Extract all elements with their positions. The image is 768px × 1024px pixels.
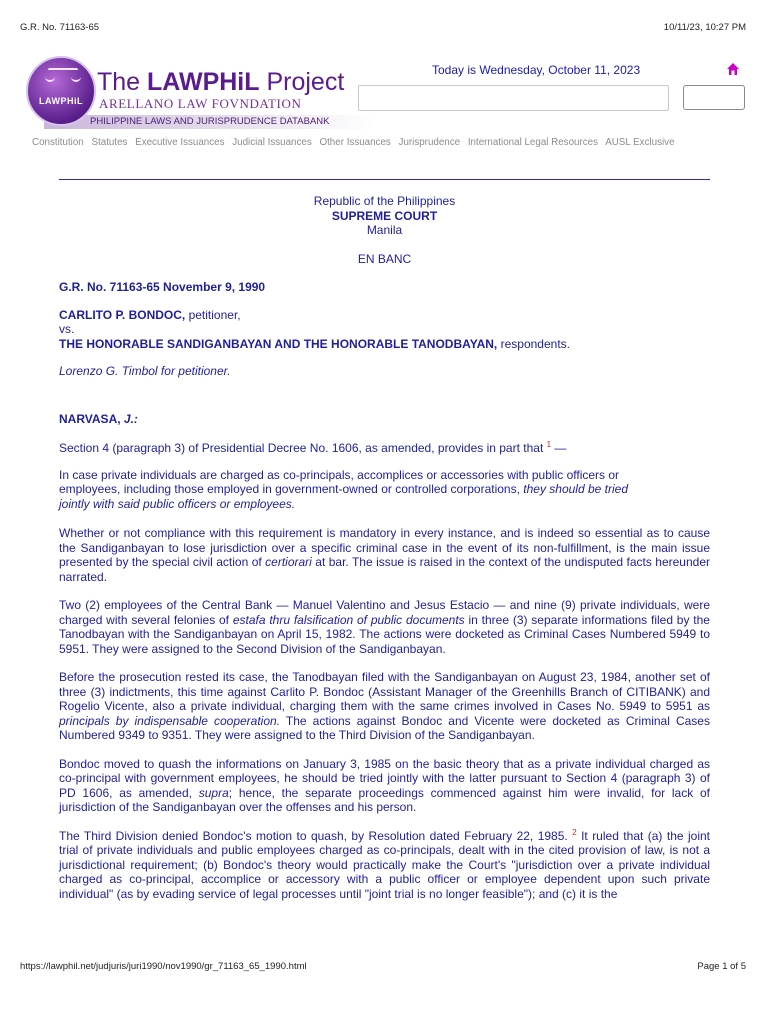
ponente-title: J.: [123, 411, 138, 426]
block-quote [59, 468, 638, 512]
ponente-line [59, 412, 710, 427]
petitioner-role: petitioner, [185, 307, 241, 322]
nav-international-legal-resources[interactable]: International Legal Resources [467, 137, 598, 148]
respondents-role: respondents. [497, 336, 570, 351]
paragraph-6-end: It ruled that (a) the joint trial of private individuals and public employees charged as co-principals, dealt with in the cited provision of law, is not a jurisdictional requirement; (b) Bondoc's theory would practically make the Court's "jurisdiction over a private individual charged as co-principal, accomplice or accessory with a public officer or employee dependent upon such private individual" (as by evading service of legal processes until "joint trial is no longer feasible"); and (c) it is the [59, 828, 711, 901]
site-subtitle: ARELLANO LAW FOVNDATION [99, 96, 302, 111]
counsel-line: Lorenzo G. Timbol for petitioner. [59, 364, 231, 378]
print-footer-page: Page 1 of 5 [697, 961, 746, 972]
case-number: G.R. No. 71163-65 November 9, 1990 [59, 280, 266, 294]
footnote-link-2[interactable]: 2 [572, 827, 577, 837]
versus: vs. [59, 322, 75, 336]
paragraph-4-end: The actions against Bondoc and Vicente were docketed as Criminal Cases Numbered 9349 to 9351. They were assigned to the Third Division of the Sandiganbayan. [59, 713, 710, 742]
respondents-line [59, 337, 710, 352]
paragraph-6-text: The Third Division denied Bondoc's motion to quash, by Resolution dated February 22, 1985. [59, 828, 573, 843]
nav-executive-issuances[interactable]: Executive Issuances [135, 137, 225, 148]
paragraph-4-italic: principals by indispensable cooperation. [59, 713, 281, 728]
paragraph-3-italic: estafa thru falsification of public documents [232, 612, 465, 627]
lawphil-logo[interactable] [26, 56, 96, 126]
print-header-datetime: 10/11/23, 10:27 PM [663, 22, 746, 33]
paragraph-3-text: Two (2) employees of the Central Bank — Manuel Valentino and Jesus Estacio — and nine (9) private individuals, were charged with several felonies of [59, 598, 710, 627]
paragraph-1 [59, 441, 710, 456]
search-input[interactable] [358, 85, 669, 111]
paragraph-2-italic: certiorari [265, 555, 312, 569]
paragraph-2-text: Whether or not compliance with this requirement is mandatory in every instance, and is indeed so essential as to cause the Sandiganbayan to lose jurisdiction over a specific criminal case in the event of its non-fulfillment, is the main issue presented by the special civil action of [59, 526, 710, 569]
paragraph-5 [59, 757, 710, 815]
print-footer [20, 961, 746, 972]
respondents-name: THE HONORABLE SANDIGANBAYAN AND THE HONORABLE TANODBAYAN, [59, 336, 498, 351]
paragraph-1-text: Section 4 (paragraph 3) of Presidential Decree No. 1606, as amended, provides in part that [59, 441, 547, 455]
print-header-title: G.R. No. 71163-65 [20, 22, 100, 33]
print-footer-url: https://lawphil.net/judjuris/juri1990/nov1990/gr_71163_65_1990.html [20, 961, 307, 972]
paragraph-3-end: in three (3) separate informations filed by the Tanodbayan with the Sandiganbayan on April 15, 1982. The actions were docketed as Criminal Cases Numbered 5949 to 5951. They were assigned to the Second Division of the Sandiganbayan. [59, 612, 710, 656]
paragraph-6 [59, 829, 710, 902]
petitioner-name: CARLITO P. BONDOC, [59, 307, 186, 322]
site-banner[interactable] [24, 56, 354, 132]
home-icon[interactable] [726, 62, 740, 76]
footnote-link-1[interactable]: 1 [546, 440, 552, 449]
nav-other-issuances[interactable]: Other Issuances [319, 137, 391, 148]
nav-constitution[interactable]: Constitution [32, 137, 84, 148]
court-name: SUPREME COURT [331, 208, 438, 223]
paragraph-2 [59, 526, 710, 584]
petitioner-line [59, 308, 710, 323]
nav-statutes[interactable]: Statutes [91, 137, 128, 148]
republic-line: Republic of the Philippines [313, 194, 456, 208]
paragraph-5-text: Bondoc moved to quash the informations on January 3, 1985 on the basic theory that as a private individual charged as co-principal with government employees, he should be tried jointly with the latter pursuant to Section 4 (paragraph 3) of PD 1606, as amended, [59, 756, 710, 800]
main-nav [32, 137, 680, 148]
block-quote-emphasis: they should be tried jointly with said public officers or employees. [59, 482, 629, 511]
site-title-brand: LAWPHiL [147, 68, 260, 96]
scales-of-justice-icon [48, 68, 78, 92]
block-quote-text: In case private individuals are charged as co-principals, accomplices or accessories with public officers or employees, including those employed in government-owned or controlled corporations, [59, 467, 620, 496]
nav-judicial-issuances[interactable]: Judicial Issuances [232, 137, 312, 148]
paragraph-2-end: at bar. The issue is raised in the context of the undisputed facts hereunder narrated. [59, 555, 710, 584]
site-title-prefix: The [97, 68, 148, 96]
today-date: Today is Wednesday, October 11, 2023 [432, 63, 641, 77]
paragraph-5-end: ; hence, the separate proceedings commenced against him were invalid, for lack of jurisdiction of the Sandiganbayan over the offenses and his person. [59, 785, 710, 814]
court-division: EN BANC [357, 251, 412, 266]
court-heading [59, 194, 710, 266]
paragraph-4-text: Before the prosecution rested its case, the Tanodbayan filed with the Sandiganbayan on August 23, 1984, another set of three (3) indictments, this time against Carlito P. Bondoc (Assistant Manager of the Greenhills Branch of CITIBANK) and Rogelio Vicente, also a private individual, charging them with the same crimes involved in Cases No. 5949 to 5951 as [59, 670, 710, 713]
nav-jurisprudence[interactable]: Jurisprudence [398, 137, 461, 148]
print-header [20, 22, 746, 33]
site-title-suffix: Project [259, 68, 345, 96]
nav-ausl-exclusive[interactable]: AUSL Exclusive [605, 137, 675, 148]
decision-content [59, 194, 710, 901]
paragraph-4 [59, 670, 710, 743]
logo-text: LAWPHiL [39, 96, 83, 106]
ponente-name: NARVASA, [59, 411, 124, 426]
search-button[interactable] [683, 85, 745, 110]
paragraph-1-dash: — [551, 441, 567, 455]
court-city: Manila [366, 223, 403, 237]
header-divider [59, 179, 710, 180]
paragraph-5-italic: supra [198, 785, 229, 800]
databank-bar: PHILIPPINE LAWS AND JURISPRUDENCE DATABANK [44, 115, 374, 129]
paragraph-3 [59, 598, 710, 656]
site-title[interactable] [97, 68, 344, 96]
